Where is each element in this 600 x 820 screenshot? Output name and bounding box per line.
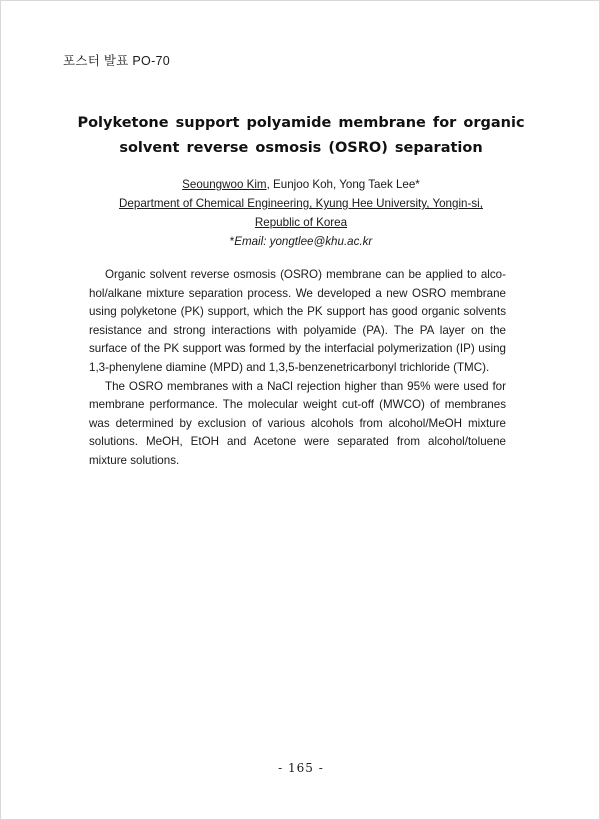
- abstract-paragraph-1: Organic solvent reverse osmosis (OSRO) membrane can be applied to alcohol/alkane mixture separation process. We developed a new OSRO membrane using polyketone (PK) support, which the PK support has good organic solvents resistance and strong interactions with polyamide (PA). The PA layer on the surface of the PK support was formed by the interfacial polymerization (IP) using 1,3-phenylene diamine (MPD) and 1,3,5-benzenetricarbonyl trichloride (TMC).: [89, 268, 506, 374]
- author-separator: ,: [266, 178, 274, 191]
- affiliation-line-2: Republic of Korea: [254, 216, 348, 229]
- paper-title: [1, 111, 600, 161]
- email-prefix: *: [229, 235, 235, 248]
- abstract: [89, 266, 506, 471]
- email-line: [1, 232, 600, 251]
- authors-block: [1, 175, 600, 251]
- presenting-author: Seoungwoo Kim: [182, 178, 267, 191]
- affiliation-line-1: Department of Chemical Engineering, Kyung Hee University, Yongin-si,: [119, 197, 483, 210]
- other-authors: Eunjoo Koh, Yong Taek Lee*: [273, 178, 420, 191]
- page-number: - 165 -: [278, 761, 324, 775]
- author-list: [1, 175, 600, 194]
- email-address: Email: yongtlee@khu.ac.kr: [234, 235, 373, 248]
- abstract-paragraph-2: The OSRO membranes with a NaCl rejection higher than 95% were used for membrane performance. The molecular weight cut-off (MWCO) of membranes was determined by exclusion of various alcohols from alcohol/MeOH mixture solutions. MeOH, EtOH and Acetone were separated from alcohol/toluene mixture solutions.: [89, 379, 506, 467]
- poster-code: 포스터 발표 PO-70: [63, 54, 171, 68]
- title-line-2: solvent reverse osmosis (OSRO) separation: [119, 140, 483, 156]
- title-line-1: Polyketone support polyamide membrane for organic: [77, 115, 525, 131]
